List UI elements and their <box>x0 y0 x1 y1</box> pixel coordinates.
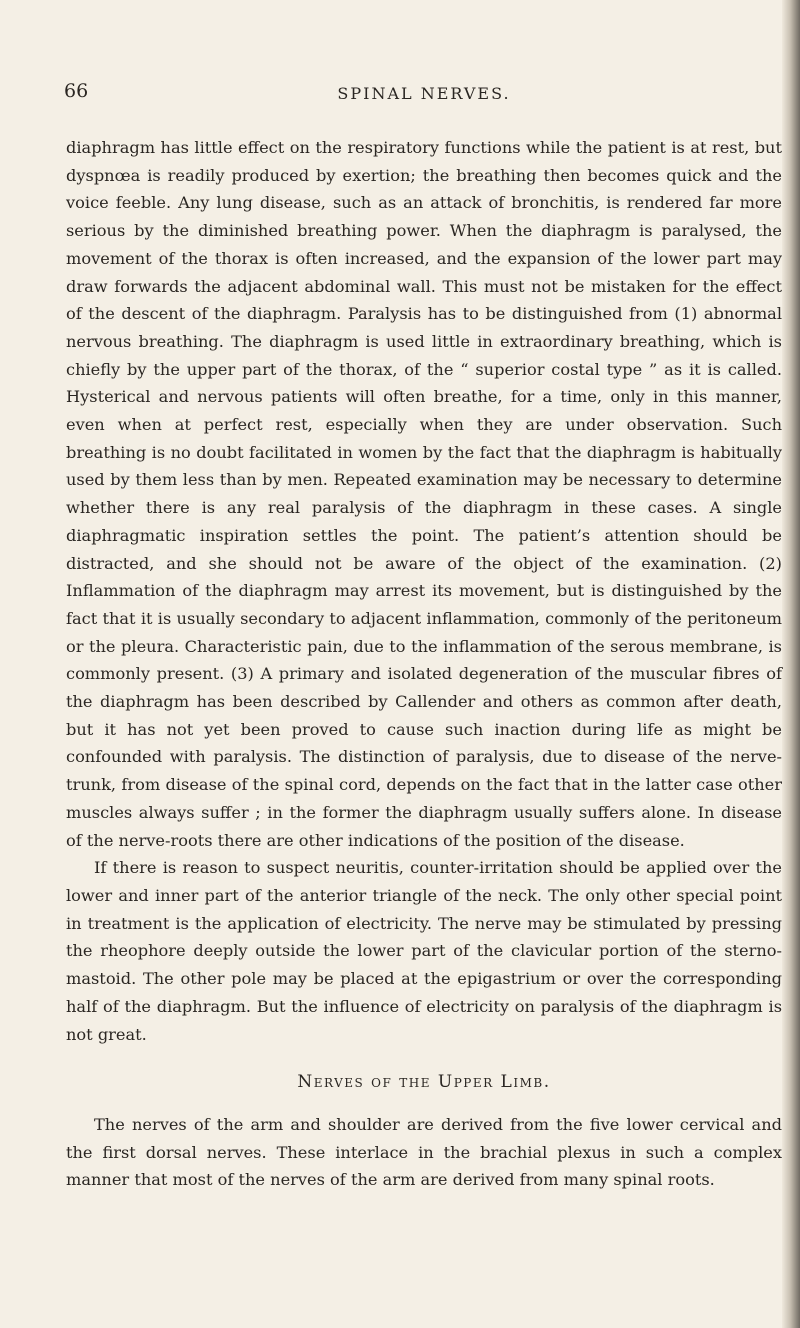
paragraph-upper-limb: The nerves of the arm and shoulder are derived from the five lower cervical and the first dorsal nerves. These interlace in the brachial plexus in such a complex manner that most of the nerves of the arm are derived from many spinal roots. <box>66 1114 782 1190</box>
section-heading: Nerves of the Upper Limb. <box>297 1072 551 1093</box>
body-text <box>66 134 782 1194</box>
paragraph-treatment: If there is reason to suspect neuritis, counter-irritation should be applied over the lower and inner part of the anterior triangle of the neck. The only other special point in treatment is the application of electricity. The nerve may be stimulated by pressing the rheophore deeply outside the lower part of the clavicular portion of the sterno-mastoid. The other pole may be placed at the epigastrium or over the corresponding half of the diaphragm. But the influence of electricity on paralysis of the diaphragm is not great. <box>66 858 782 1044</box>
paragraph-diaphragm-paralysis: diaphragm has little effect on the respiratory functions while the patient is at rest, but dyspnœa is readily produced by exertion; the breathing then becomes quick and the voice feeble. Any lung disease, such as an attack of bronchitis, is rendered far more serious by the diminished breathing power. When the diaphragm is paralysed, the movement of the thorax is often increased, and the expansion of the lower part may draw forwards the adjacent abdominal wall. This must not be mistaken for the effect of the descent of the diaphragm. Paralysis has to be distinguished from (1) abnormal nervous breathing. The diaphragm is used little in extraordinary breathing, which is chiefly by the upper part of the thorax, of the “ superior costal type ” as it is called. Hysterical and nervous patients will often breathe, for a time, only in this manner, even when at perfect rest, especially when they are under observation. Such breathing is no doubt facilitated in women by the fact that the diaphragm is habitually used by them less than by men. Repeated examination may be necessary to determine whether there is any real paralysis of the diaphragm in these cases. A single diaphragmatic inspiration settles the point. The patient’s attention should be distracted, and she should not be aware of the object of the examination. (2) Inflammation of the diaphragm may arrest its movement, but is distinguished by the fact that it is usually secondary to adjacent inflammation, commonly of the peritoneum or the pleura. Characteristic pain, due to the inflammation of the serous membrane, is commonly present. (3) A primary and isolated degeneration of the muscular fibres of the diaphragm has been described by Callender and others as common after death, but it has not yet been proved to cause such inaction during life as might be confounded with paralysis. The distinction of paralysis, due to disease of the nerve-trunk, from disease of the spinal cord, depends on the fact that in the latter case other muscles always suffer ; in the former the diaphragm usually suffers alone. In disease of the nerve-roots there are other indications of the position of the disease. <box>66 138 782 850</box>
running-head: SPINAL NERVES. <box>337 84 511 103</box>
page-edge-shadow <box>782 0 800 1328</box>
page-header <box>64 80 784 110</box>
page-number: 66 <box>64 80 89 102</box>
